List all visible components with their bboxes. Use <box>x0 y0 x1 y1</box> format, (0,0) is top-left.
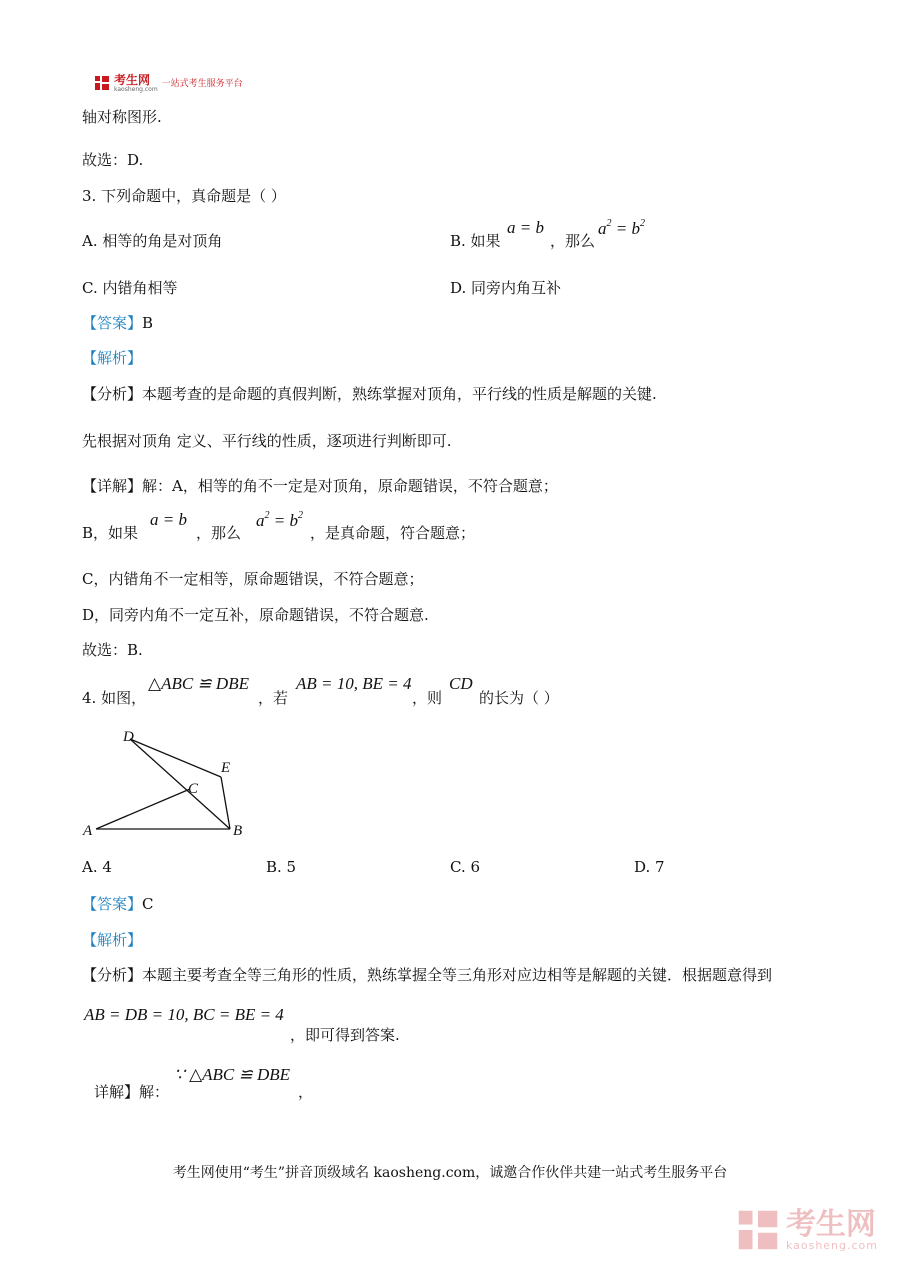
answer-line <box>82 893 154 914</box>
kaosheng-watermark-icon <box>736 1208 780 1252</box>
option-b-then: ，那么 <box>550 232 596 250</box>
math-because: ∵ △ABC ≌ DBE <box>174 1065 291 1084</box>
segment-eb <box>221 777 230 829</box>
select-line: 故选：B. <box>82 641 143 659</box>
answer-tag: 【答案】 <box>82 895 143 913</box>
detail-comma: ， <box>298 1083 314 1101</box>
math-equalities: AB = DB = 10, BC = BE = 4 <box>84 1005 284 1024</box>
segment-db <box>130 739 230 829</box>
option-d: D. 同旁内角互补 <box>450 279 562 297</box>
option-c: C. 内错角相等 <box>82 279 178 297</box>
question-4-then: ，则 <box>412 689 443 707</box>
segment-ac <box>96 789 190 829</box>
page-footer: 考生网使用“考生”拼音顶级域名 kaosheng.com，诚邀合作伙伴共建一站式考生服务平台 <box>172 1165 728 1181</box>
detail-line: 详解】解： <box>94 1083 170 1101</box>
answer-tag: 【答案】 <box>82 314 143 332</box>
analysis-tag: 【解析】 <box>82 349 143 367</box>
detail-b-label: B，如果 <box>82 524 139 542</box>
detail-b-result: ，是真命题，符合题意； <box>310 524 476 542</box>
logo-slogan: 一站式考生服务平台 <box>161 79 243 89</box>
option-b <box>450 230 501 251</box>
question-4-stem: 4. 如图， <box>82 689 147 707</box>
math-a2-eq-b2: $a^2 = b^2$ <box>256 510 303 530</box>
detail-d: D，同旁内角不一定互补，原命题错误，不符合题意. <box>82 606 429 624</box>
label-d: D <box>123 729 134 745</box>
math-given: AB = 10, BE = 4 <box>296 674 412 693</box>
question-4-if: ，若 <box>258 689 289 707</box>
label-b: B <box>233 823 243 839</box>
method-line: 先根据对顶角 定义、平行线的性质，逐项进行判断即可. <box>82 432 452 450</box>
logo-name: 考生网 <box>114 73 151 87</box>
analysis-line: 【分析】本题主要考查全等三角形的性质，熟练掌握全等三角形对应边相等是解题的关键．根据题意得到 <box>82 966 773 984</box>
label-a: A <box>83 823 93 839</box>
math-congruence: △ABC ≌ DBE <box>148 674 249 693</box>
answer-value: B <box>142 314 154 332</box>
watermark-name: 考生网 <box>785 1206 876 1242</box>
option-b-label: B. 如果 <box>450 232 501 250</box>
segment-de <box>130 739 221 777</box>
label-e: E <box>221 760 231 776</box>
detail-line: 【详解】解：A，相等的角不一定是对顶角，原命题错误，不符合题意； <box>82 477 558 495</box>
logo-domain: kaosheng.com <box>114 86 158 93</box>
header-logo <box>94 72 243 93</box>
answer-line <box>82 312 153 333</box>
analysis-tag: 【解析】 <box>82 931 143 949</box>
option-c: C. 6 <box>450 858 481 876</box>
option-b: B. 5 <box>266 858 297 876</box>
kaosheng-logo-icon <box>94 75 110 91</box>
math-cd: CD <box>449 674 473 693</box>
math-a-eq-b: a = b <box>507 218 544 237</box>
detail-b-then: ，那么 <box>196 524 242 542</box>
watermark <box>736 1208 878 1252</box>
watermark-domain: kaosheng.com <box>785 1238 878 1252</box>
option-d: D. 7 <box>634 858 665 876</box>
label-c: C <box>188 781 199 797</box>
option-a: A. 相等的角是对顶角 <box>82 232 223 250</box>
text-line: 故选：D. <box>82 151 144 169</box>
analysis-line: 【分析】本题考查的是命题的真假判断，熟练掌握对顶角，平行线的性质是解题的关键. <box>82 385 657 403</box>
question-3-stem: 3. 下列命题中，真命题是（ ） <box>82 187 286 205</box>
math-a-eq-b: a = b <box>150 510 187 529</box>
answer-value: C <box>142 895 154 913</box>
question-4-tail: 的长为（ ） <box>479 689 559 707</box>
option-a: A. 4 <box>82 858 112 876</box>
text-line: 轴对称图形. <box>82 108 162 126</box>
analysis-tail: ，即可得到答案. <box>290 1026 400 1044</box>
math-a2-eq-b2: $a^2 = b^2$ <box>598 218 645 238</box>
triangle-figure <box>80 725 260 845</box>
detail-c: C，内错角不一定相等，原命题错误，不符合题意； <box>82 570 424 588</box>
